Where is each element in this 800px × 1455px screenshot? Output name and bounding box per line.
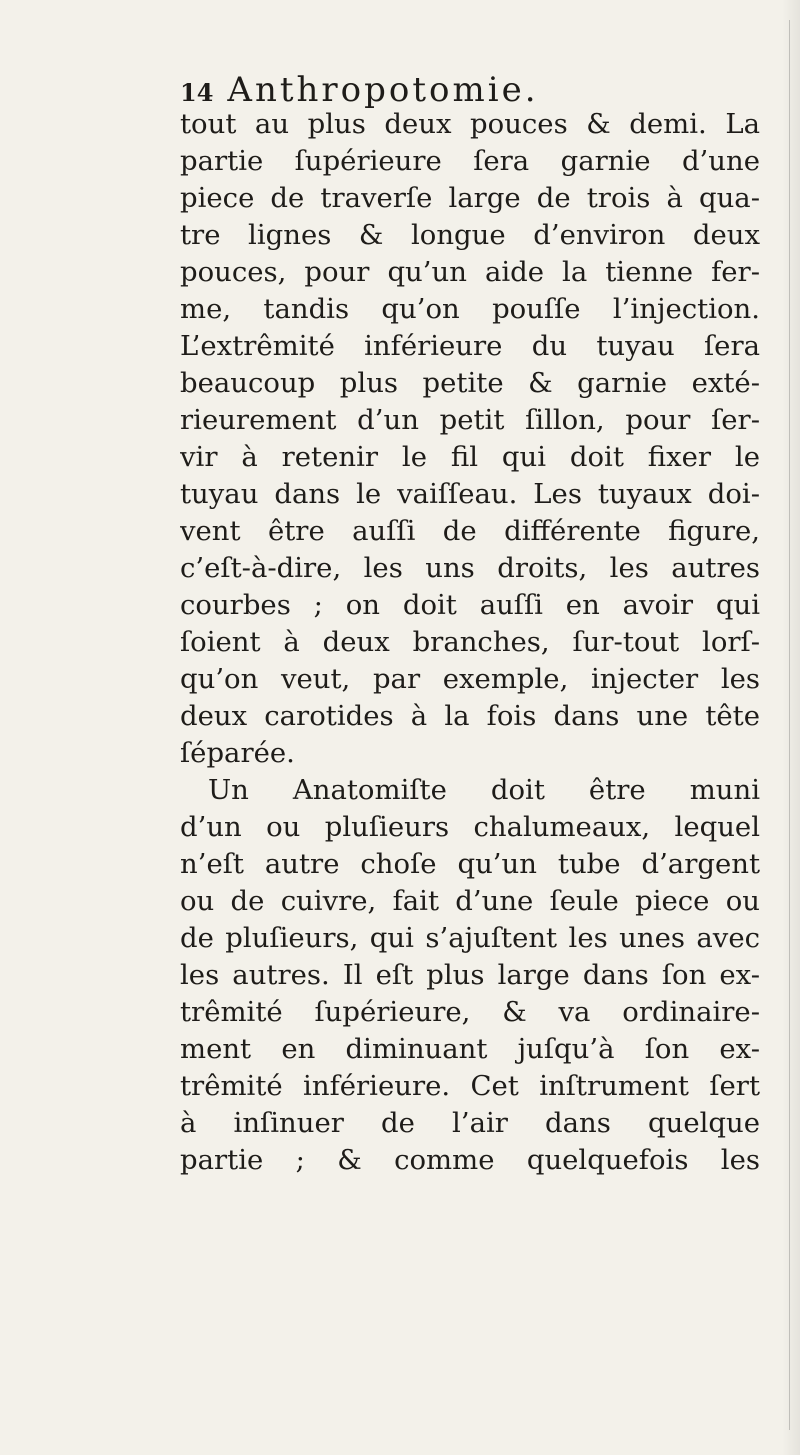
text-line: ſoient à deux branches, ſur-tout lorſ- xyxy=(180,626,760,658)
page-header xyxy=(180,70,740,110)
text-line: vir à retenir le fil qui doit fixer le xyxy=(180,441,760,473)
text-line: vent être auſſi de différente figure, xyxy=(180,515,760,547)
text-line: rieurement d’un petit ſillon, pour ſer- xyxy=(180,404,760,436)
text-line: pouces, pour qu’un aide la tienne fer- xyxy=(180,256,760,288)
text-line: L’extrêmité inférieure du tuyau ſera xyxy=(180,330,760,362)
text-line: me, tandis qu’on pouſſe l’injection. xyxy=(180,293,760,325)
text-line: partie ; & comme quelquefois les xyxy=(180,1144,760,1176)
body-text xyxy=(180,106,760,1306)
text-line: d’un ou pluſieurs chalumeaux, lequel xyxy=(180,811,760,843)
text-line-paragraph-end: ſéparée. xyxy=(180,737,295,769)
text-line: c’eſt-à-dire, les uns droits, les autres xyxy=(180,552,760,584)
text-line: deux carotides à la fois dans une tête xyxy=(180,700,760,732)
page-edge-shadow xyxy=(782,0,800,1455)
text-line: piece de traverſe large de trois à qua- xyxy=(180,182,760,214)
text-line: les autres. Il eſt plus large dans ſon ex- xyxy=(180,959,760,991)
text-line: ment en diminuant juſqu’à ſon ex- xyxy=(180,1033,760,1065)
text-line: ou de cuivre, fait d’une ſeule piece ou xyxy=(180,885,760,917)
text-line: courbes ; on doit auſſi en avoir qui xyxy=(180,589,760,621)
text-line: de pluſieurs, qui s’ajuſtent les unes avec xyxy=(180,922,760,954)
text-line: qu’on veut, par exemple, injecter les xyxy=(180,663,760,695)
text-line: tout au plus deux pouces & demi. La xyxy=(180,108,760,140)
text-line: trêmité ſupérieure, & va ordinaire- xyxy=(180,996,760,1028)
page-number: 14 xyxy=(180,78,214,107)
text-line-paragraph-start: Un Anatomiſte doit être muni xyxy=(208,774,760,806)
text-line: trêmité inférieure. Cet inſtrument ſert xyxy=(180,1070,760,1102)
running-title: Anthropotomie. xyxy=(227,70,539,110)
page-edge-line xyxy=(789,20,790,1430)
text-line: partie ſupérieure ſera garnie d’une xyxy=(180,145,760,177)
text-line: à inſinuer de l’air dans quelque xyxy=(180,1107,760,1139)
text-line: beaucoup plus petite & garnie exté- xyxy=(180,367,760,399)
text-line: tre lignes & longue d’environ deux xyxy=(180,219,760,251)
text-line: n’eſt autre choſe qu’un tube d’argent xyxy=(180,848,760,880)
text-line: tuyau dans le vaiſſeau. Les tuyaux doi- xyxy=(180,478,760,510)
